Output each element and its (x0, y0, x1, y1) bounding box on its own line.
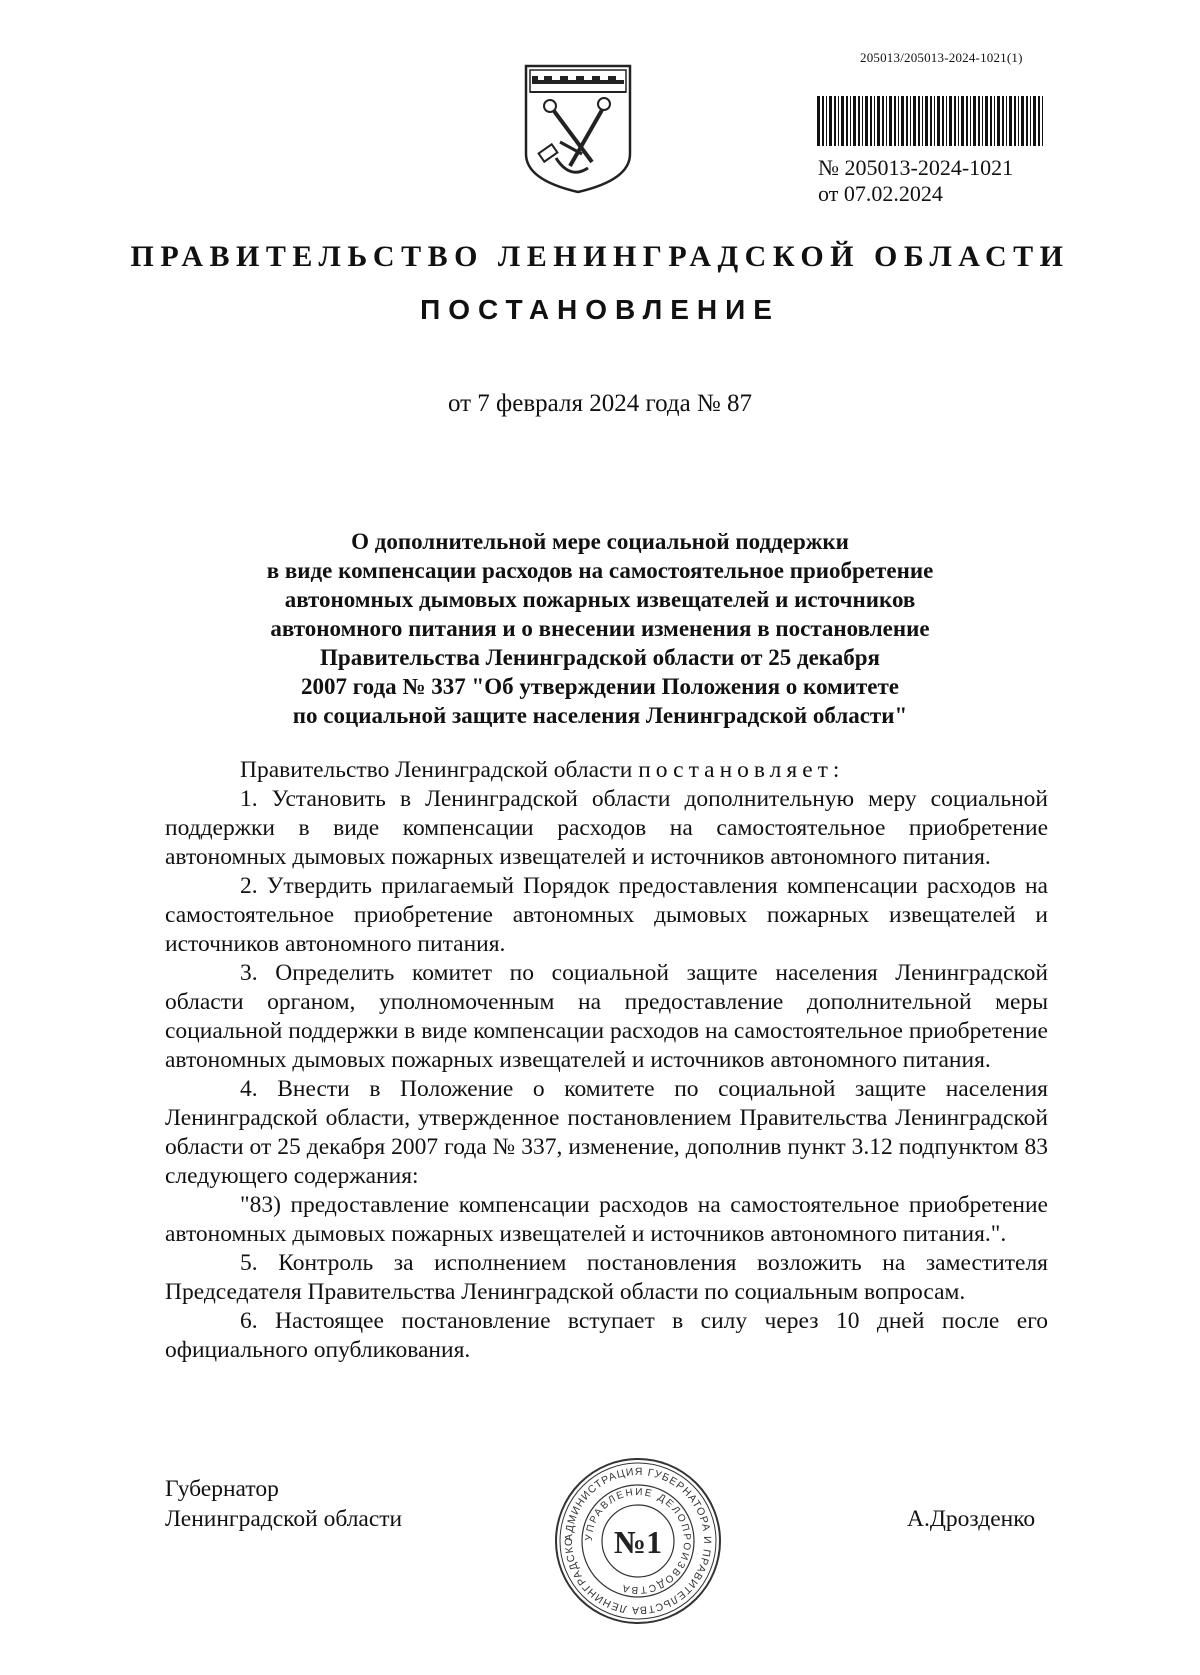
barcode-bar (850, 96, 851, 146)
barcode-bar (973, 96, 976, 146)
barcode-bar (994, 96, 995, 146)
barcode-bar (1042, 96, 1043, 146)
barcode-bar (858, 96, 860, 146)
barcode-bar (906, 96, 908, 146)
paragraph-5: 5. Контроль за исполнением постановления возложить на заместителя Председателя Правительства Ленинградской области по социальным вопросам. (165, 1250, 1048, 1305)
barcode-bar (990, 96, 992, 146)
barcode-bar (961, 96, 964, 146)
barcode-bar (937, 96, 940, 146)
document-type: ПОСТАНОВЛЕНИЕ (420, 294, 780, 325)
barcode-bar (817, 96, 820, 146)
barcode-bar (918, 96, 920, 146)
stamp-ring-text: АДМИНИСТРАЦИЯ ГУБЕРНАТОРА И ПРАВИТЕЛЬСТВА ЛЕНИНГРАДСКО (562, 1465, 714, 1617)
barcode-bar (870, 96, 872, 146)
subject-line: автономного питания и о внесении изменения в постановление (270, 616, 930, 641)
barcode-bar (834, 96, 836, 146)
subject-line: О дополнительной мере социальной поддержки (351, 529, 849, 554)
stamp-inner-text: УПРАВЛЕНИЕ ДЕЛОПРОИЗВОДСТВА (583, 1486, 693, 1596)
official-stamp (552, 1455, 724, 1627)
registration-number: № 205013-2024-1021 (818, 155, 1014, 180)
barcode-bar (1038, 96, 1040, 146)
barcode-bar (1006, 96, 1007, 146)
barcode-bar (982, 96, 983, 146)
barcode-bar (913, 96, 916, 146)
barcode-bar (829, 96, 832, 146)
position-line: Губернатор (165, 1476, 279, 1502)
barcode-bar (942, 96, 944, 146)
intro-verb: постановляет: (638, 757, 845, 783)
intro-paragraph (165, 756, 1048, 785)
barcode-bar (958, 96, 959, 146)
barcode-bar (930, 96, 932, 146)
barcode-bar (985, 96, 988, 146)
barcode-bar (949, 96, 952, 146)
barcode-bar (1018, 96, 1019, 146)
stamp-number: №1 (613, 1524, 663, 1560)
intro-prefix: Правительство Ленинградской области (240, 757, 633, 783)
document-subject (200, 527, 1000, 730)
barcode-bar (877, 96, 880, 146)
paragraph-1: 1. Установить в Ленинградской области дополнительную меру социальной поддержки в виде компенсации расходов на самостоятельное приобретение автономных дымовых пожарных извещателей и источников автономного питания. (165, 786, 1048, 870)
barcode-bar (1021, 96, 1024, 146)
barcode-bar (966, 96, 968, 146)
government-title: ПРАВИТЕЛЬСТВО ЛЕНИНГРАДСКОЙ ОБЛАСТИ (130, 240, 1070, 273)
subject-line: по социальной защите населения Ленинградской области" (292, 703, 908, 728)
document-date: от 7 февраля 2024 года № 87 (447, 390, 753, 417)
barcode-bar (946, 96, 947, 146)
position-line: Ленинградской области (165, 1506, 403, 1532)
barcode-bar (865, 96, 868, 146)
barcode-bar (925, 96, 928, 146)
barcode-bar (853, 96, 856, 146)
paragraph-4: 4. Внести в Положение о комитете по социальной защите населения Ленинградской области, утвержденное постановлением Правительства Ленинградской области от 25 декабря 2007 года № 337, изменение, дополнив пункт 3.12 подпунктом 83 следующего содержания: (165, 1076, 1048, 1189)
barcode-bar (901, 96, 904, 146)
barcode-bar (910, 96, 911, 146)
coat-of-arms-icon (522, 62, 634, 194)
paragraph-4-quote: "83) предоставление компенсации расходов на самостоятельное приобретение автономных дымовых пожарных извещателей и источников автономного питания.". (165, 1192, 1048, 1247)
barcode-bar (894, 96, 896, 146)
paragraph-2: 2. Утвердить прилагаемый Порядок предоставления компенсации расходов на самостоятельное приобретение автономных дымовых пожарных извещателей и источников автономного питания. (165, 873, 1048, 957)
barcode-bar (970, 96, 971, 146)
subject-line: автономных дымовых пожарных извещателей и источников (284, 587, 916, 612)
registration-date: от 07.02.2024 (818, 181, 943, 206)
barcode-bar (826, 96, 827, 146)
paragraph-3: 3. Определить комитет по социальной защите населения Ленинградской области органом, уполномоченным на предоставление дополнительной меры социальной поддержки в виде компенсации расходов на самостоятельное приобретение автономных дымовых пожарных извещателей и источников автономного питания. (165, 960, 1048, 1073)
barcode-bar (997, 96, 1000, 146)
document-id: 205013/205013-2024-1021(1) (860, 50, 1023, 65)
barcode-bar (1033, 96, 1036, 146)
barcode-icon (815, 96, 1047, 146)
barcode-bar (886, 96, 887, 146)
barcode-bar (922, 96, 923, 146)
barcode-bar (846, 96, 848, 146)
paragraph-6: 6. Настоящее постановление вступает в силу через 10 дней после его официального опубликования. (165, 1308, 1048, 1363)
barcode-bar (1002, 96, 1004, 146)
subject-line: 2007 года № 337 "Об утверждении Положения о комитете (301, 674, 899, 699)
barcode-bar (954, 96, 956, 146)
stamp-seal-icon (552, 1455, 724, 1627)
barcode-bar (1009, 96, 1012, 146)
barcode-bar (1026, 96, 1028, 146)
signatory-position (165, 1474, 402, 1534)
barcode-bar (882, 96, 884, 146)
signatory-name: А.Дрозденко (907, 1506, 1036, 1532)
barcode-bar (862, 96, 863, 146)
barcode-bar (934, 96, 935, 146)
barcode-bar (822, 96, 824, 146)
subject-line: Правительства Ленинградской области от 25 декабря (320, 645, 880, 670)
subject-line: в виде компенсации расходов на самостоятельное приобретение (266, 558, 934, 583)
document-body (165, 756, 1048, 1365)
barcode-bar (1014, 96, 1016, 146)
barcode-bar (874, 96, 875, 146)
barcode-bar (841, 96, 844, 146)
barcode-bar (1030, 96, 1031, 146)
barcode-bar (898, 96, 899, 146)
barcode-bar (838, 96, 839, 146)
barcode-bar (978, 96, 980, 146)
barcode-bar (889, 96, 892, 146)
